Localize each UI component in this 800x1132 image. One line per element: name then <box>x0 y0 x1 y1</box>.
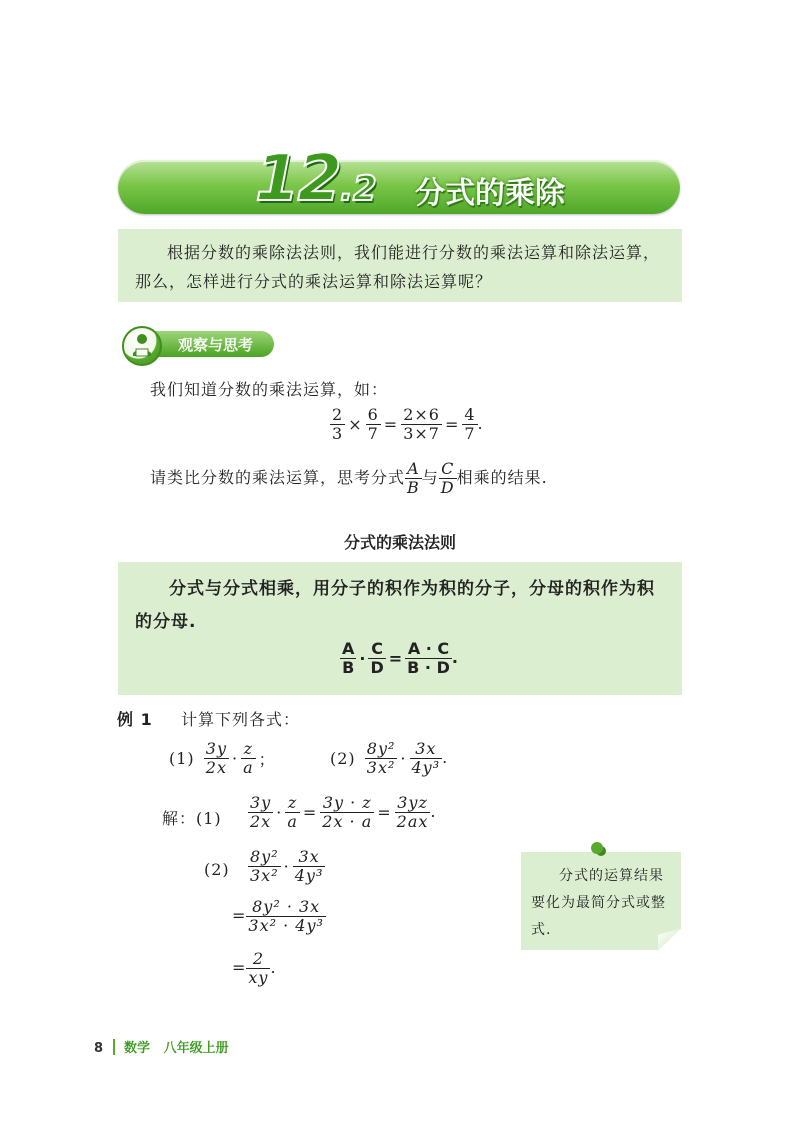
section-number-sub: .2 <box>340 169 377 209</box>
rule-text: 分式与分式相乘，用分子的积作为积的分子，分母的积作为积的分母. <box>135 579 655 632</box>
fraction: $\frac{\text{8y² · 3x}}{\text{3x² · 4y³}}$ <box>248 897 324 935</box>
section-title: 分式的乘除 <box>415 176 565 211</box>
solution-1: $\frac{3y}{2x}$ · $\frac{z}{a}$ = $\frac{3y \cdot z}{2x \cdot a}$ = $\frac{3yz}{2ax}$ . <box>250 793 437 831</box>
fraction: $\frac{A \cdot C}{B \cdot D}$ <box>407 639 450 677</box>
fraction: $\frac{3x}{\text{4y³}}$ <box>294 847 324 885</box>
fraction-example: $\frac{2}{3}$ × $\frac{6}{7}$ = $\frac{2\times 6}{3\times 7}$ = $\frac{4}{7}$ . <box>332 405 484 443</box>
page-number: 8 <box>94 1041 104 1056</box>
pin-icon <box>591 842 603 854</box>
solution-2-step-2: = $\frac{\text{8y² · 3x}}{\text{3x² · 4y³}}$ <box>232 897 324 935</box>
tag-label: 观察与思考 <box>178 336 254 354</box>
rule-formula: $\frac{A}{B}$ · $\frac{C}{D}$ = $\frac{A \cdot C}{B \cdot D}$ . <box>342 639 458 677</box>
fraction: $\frac{3y}{2x}$ <box>205 739 227 777</box>
fraction: $\frac{3yz}{2ax}$ <box>396 793 429 831</box>
fraction: $\frac{3y}{2x}$ <box>250 793 272 831</box>
intro-text: 根据分数的乘除法法则，我们能进行分数的乘法运算和除法运算，那么，怎样进行分式的乘法运算和除法运算呢？ <box>135 243 661 291</box>
observe-line2: 请类比分数的乘法运算，思考分式 $\frac{A}{B}$ 与 $\frac{C}{D}$ 相乘的结果. <box>150 459 548 497</box>
fraction-a-b: $\frac{A}{B}$ <box>407 459 420 497</box>
fraction: $\frac{2\times 6}{3\times 7}$ <box>403 405 440 443</box>
reader-icon-glyph <box>124 328 160 364</box>
footer-subject: 数学 <box>124 1041 151 1056</box>
fraction: $\frac{\text{8y²}}{\text{3x²}}$ <box>366 739 396 777</box>
footer-book: 八年级上册 <box>163 1041 229 1056</box>
solution-2-step-1: $\frac{\text{8y²}}{\text{3x²}}$ · $\frac{3x}{\text{4y³}}$ <box>250 847 324 885</box>
solution-label: 解：(1) <box>162 809 222 828</box>
fraction: $\frac{3y \cdot z}{2x \cdot a}$ <box>322 793 373 831</box>
note-text: 分式的运算结果要化为最简分式或整式. <box>531 868 666 938</box>
reader-icon <box>122 326 162 366</box>
section-title-banner <box>118 160 680 214</box>
observe-think-tag <box>122 326 274 360</box>
page-footer <box>94 1037 229 1056</box>
fraction: $\frac{4}{7}$ <box>464 405 476 443</box>
section-number-main: 12 <box>255 142 341 216</box>
observe-line1: 我们知道分数的乘法运算，如： <box>150 380 389 399</box>
example-label: 例 1 <box>117 710 153 729</box>
footer-divider <box>113 1039 115 1055</box>
example-prompt: 计算下列各式： <box>181 710 301 729</box>
fraction-c-d: $\frac{C}{D}$ <box>440 459 455 497</box>
fraction: $\frac{z}{a}$ <box>243 739 254 777</box>
fraction: $\frac{z}{a}$ <box>287 793 298 831</box>
fraction: $\frac{C}{D}$ <box>370 639 384 677</box>
fraction: $\frac{2}{xy}$ <box>248 949 269 987</box>
solution-2-step-3: = $\frac{2}{xy}$ . <box>232 949 277 987</box>
problem-2: (2) $\frac{\text{8y²}}{\text{3x²}}$ · $\frac{3x}{\text{4y³}}$ . <box>330 739 449 777</box>
section-number <box>255 142 377 222</box>
fraction: $\frac{2}{3}$ <box>332 405 344 443</box>
solution-2-label: (2) <box>204 860 230 879</box>
fraction: $\frac{6}{7}$ <box>367 405 379 443</box>
problem-1: (1) $\frac{3y}{2x}$ · $\frac{z}{a}$ ； <box>169 739 276 777</box>
fraction: $\frac{3x}{\text{4y³}}$ <box>411 739 441 777</box>
rule-heading: 分式的乘法法则 <box>343 533 456 552</box>
fraction: $\frac{\text{8y²}}{\text{3x²}}$ <box>250 847 279 885</box>
fraction: $\frac{A}{B}$ <box>342 639 355 677</box>
